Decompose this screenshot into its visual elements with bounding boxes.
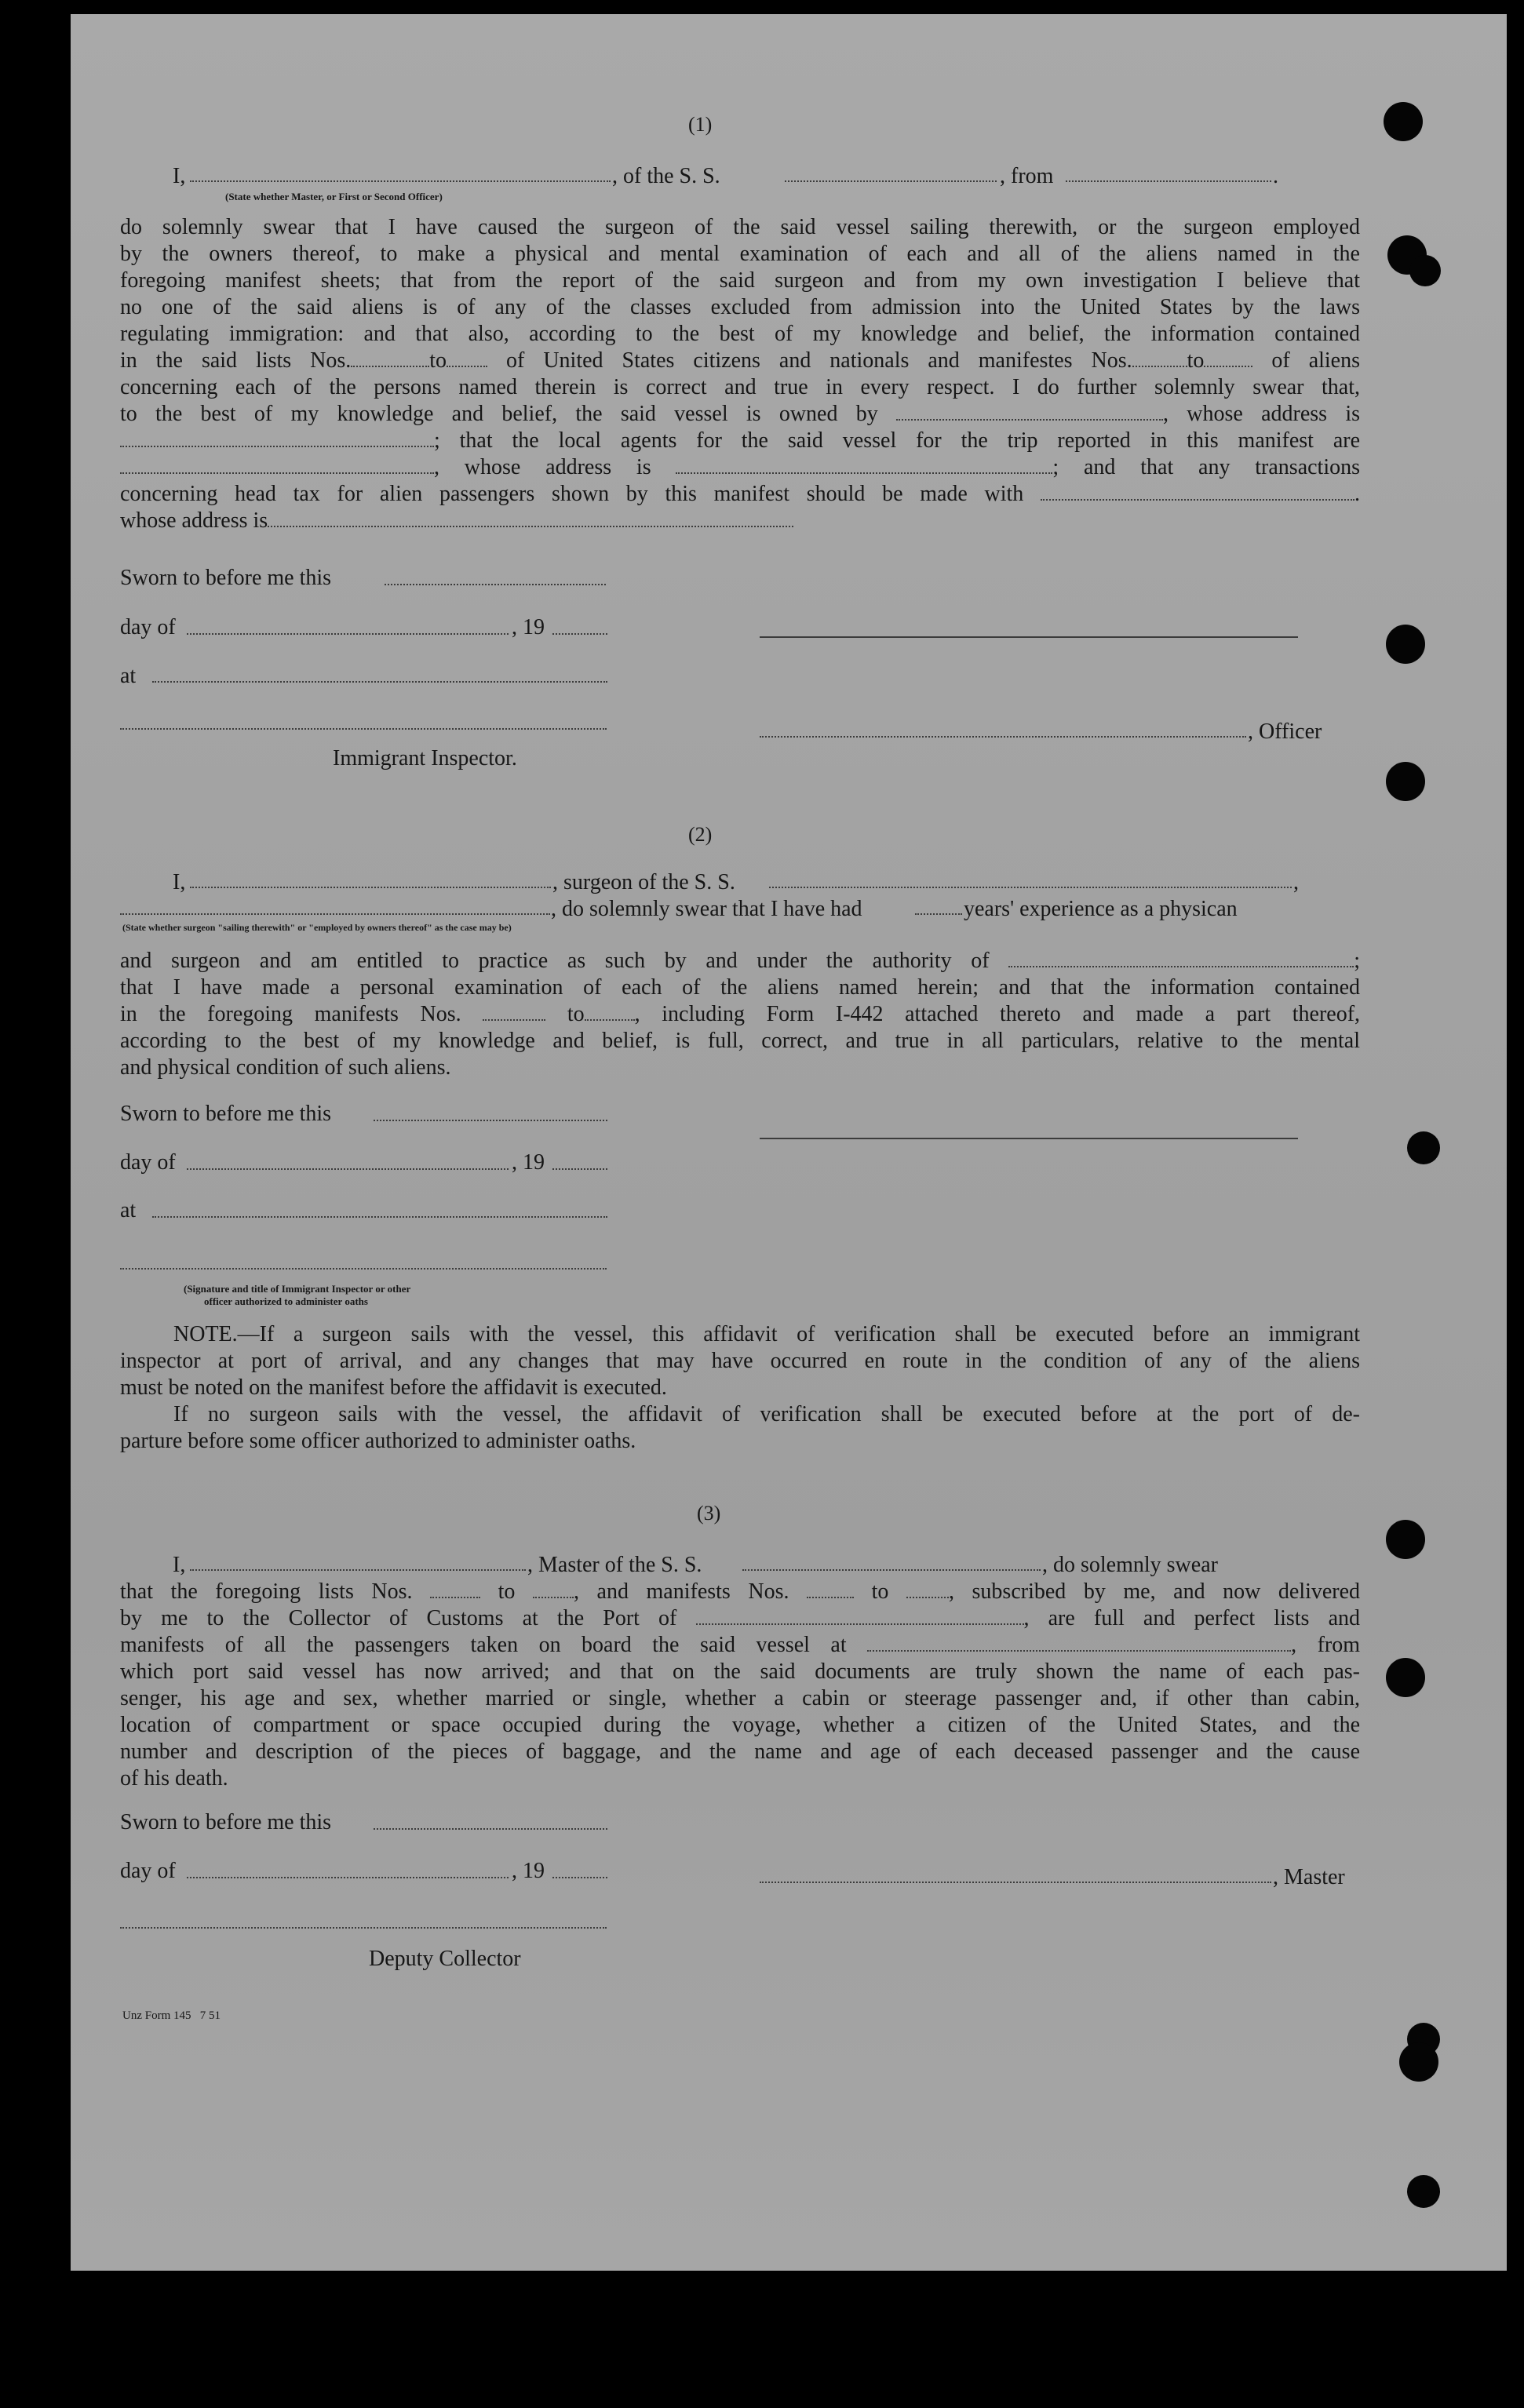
section-2-number: (2) bbox=[688, 823, 713, 846]
binder-hole bbox=[1384, 102, 1423, 141]
s2-years-label: years' experience as a physican bbox=[964, 897, 1238, 921]
s3-manifests-from-field[interactable] bbox=[807, 1579, 854, 1598]
s2-year-prefix: , 19 bbox=[512, 1150, 545, 1175]
s1-of-the-ss: , of the S. S. bbox=[612, 164, 720, 188]
s3-swear: , do solemnly swear bbox=[1042, 1553, 1218, 1577]
s2-surgeon-type-field[interactable] bbox=[120, 913, 550, 915]
s3-oath-paragraph bbox=[120, 1579, 1360, 1792]
s3-lists-to-field[interactable] bbox=[533, 1579, 574, 1598]
s3-master-of: , Master of the S. S. bbox=[527, 1553, 702, 1577]
section-1-number: (1) bbox=[688, 113, 713, 136]
s3-port-field[interactable] bbox=[696, 1606, 1024, 1625]
s2-sworn-label: Sworn to before me this bbox=[120, 1102, 332, 1126]
s2-surgeon-signature-line[interactable] bbox=[760, 1138, 1298, 1139]
s3-vessel-name-field[interactable] bbox=[742, 1569, 1041, 1571]
s1-oath-line: regulating immigration: and that also, according to the best of my knowledge and belief, the information contained bbox=[120, 322, 1360, 346]
s3-day-of-label: day of bbox=[120, 1859, 176, 1883]
s1-agents-field[interactable] bbox=[120, 455, 434, 474]
s2-i-prefix: I, bbox=[173, 870, 186, 894]
s1-lists-line: in the said lists Nos. to of United States citizens and nationals and manifestes Nos. to of aliens bbox=[120, 348, 1361, 373]
s3-oath-line: number and description of the pieces of baggage, and the name and age of each deceased passenger and the cause bbox=[120, 1740, 1360, 1764]
binder-hole bbox=[1407, 2175, 1440, 2208]
s1-oath-line: do solemnly swear that I have caused the surgeon of the said vessel sailing therewith, or the surgeon employed bbox=[120, 215, 1360, 239]
s1-sworn-date-field[interactable] bbox=[385, 584, 606, 585]
s1-oath-line: concerning each of the persons named therein is correct and true in every respect. I do further solemnly swear that, bbox=[120, 375, 1360, 399]
s1-period: . bbox=[1273, 164, 1278, 188]
s1-officer-note: (State whether Master, or First or Second Officer) bbox=[225, 191, 443, 202]
binder-hole bbox=[1399, 2042, 1438, 2082]
s1-owner-field[interactable] bbox=[896, 402, 1163, 421]
s1-from-port-field[interactable] bbox=[1066, 180, 1271, 182]
s1-year-field[interactable] bbox=[552, 633, 607, 635]
form-id: Unz Form 145 7 51 bbox=[122, 2009, 221, 2022]
s2-authority-field[interactable] bbox=[1008, 949, 1354, 967]
s1-inspector-label: Immigrant Inspector. bbox=[333, 746, 517, 770]
note-line: inspector at port of arrival, and any changes that may have occurred en route in the condition of any of the aliens bbox=[120, 1349, 1360, 1373]
s2-vessel-name-field[interactable] bbox=[769, 887, 1292, 888]
s2-inspector-signature-line[interactable] bbox=[120, 1268, 607, 1270]
s1-lists-from-field[interactable] bbox=[351, 348, 429, 367]
s2-years-field[interactable] bbox=[915, 913, 962, 915]
s3-sworn-date-field[interactable] bbox=[374, 1828, 607, 1830]
s3-manifests-to-field[interactable] bbox=[906, 1579, 949, 1598]
note-line: must be noted on the manifest before the affidavit is executed. bbox=[120, 1375, 667, 1400]
s1-whose-address-line: whose address is bbox=[120, 508, 1360, 534]
s2-manifests-line: in the foregoing manifests Nos. to , including Form I-442 attached thereto and made a part thereof, bbox=[120, 1002, 1361, 1026]
binder-hole bbox=[1386, 625, 1425, 664]
s2-sworn-date-field[interactable] bbox=[374, 1120, 607, 1121]
binder-hole bbox=[1386, 762, 1425, 801]
note-line: NOTE.—If a surgeon sails with the vessel, this affidavit of verification shall be executed before an immigrant bbox=[173, 1322, 1360, 1346]
s1-agents-address-field[interactable] bbox=[676, 455, 1052, 474]
s1-vessel-name-field[interactable] bbox=[785, 180, 997, 182]
s1-month-field[interactable] bbox=[187, 633, 509, 635]
s2-signature-note-2: officer authorized to administer oaths bbox=[204, 1295, 368, 1307]
s2-at-label: at bbox=[120, 1198, 137, 1222]
s1-at-field[interactable] bbox=[152, 681, 607, 683]
s3-deputy-label: Deputy Collector bbox=[369, 1947, 521, 1971]
s3-oath-line: senger, his age and sex, whether married or single, whether a cabin or steerage passenger and, if other than cabin, bbox=[120, 1686, 1360, 1710]
s1-lists-to-field[interactable] bbox=[447, 348, 487, 367]
s1-oath-line: foregoing manifest sheets; that from the report of the said surgeon and from my own investigation I believe that bbox=[120, 268, 1360, 293]
s2-year-field[interactable] bbox=[552, 1168, 607, 1170]
s3-sworn-label: Sworn to before me this bbox=[120, 1810, 332, 1834]
s3-i-prefix: I, bbox=[173, 1553, 186, 1577]
binder-hole bbox=[1409, 255, 1441, 286]
s1-oath-paragraph bbox=[120, 214, 1360, 534]
note-paragraph bbox=[120, 1321, 1360, 1455]
s2-month-field[interactable] bbox=[187, 1168, 509, 1170]
s1-manifests-from-field[interactable] bbox=[1132, 348, 1187, 367]
s1-year-prefix: , 19 bbox=[512, 615, 545, 639]
s1-from: , from bbox=[1000, 164, 1054, 188]
form-sheet bbox=[71, 14, 1507, 2271]
note-line: If no surgeon sails with the vessel, the affidavit of verification shall be executed before at the port of de- bbox=[173, 1402, 1360, 1426]
s3-boarded-at-field[interactable] bbox=[867, 1633, 1291, 1652]
s3-master-signature-line[interactable] bbox=[760, 1882, 1271, 1883]
s3-oath-line: of his death. bbox=[120, 1766, 228, 1791]
s3-oath-line: which port said vessel has now arrived; and that on the said documents are truly shown the name of each pas- bbox=[120, 1659, 1360, 1684]
s2-surgeon-of: , surgeon of the S. S. bbox=[552, 870, 735, 894]
s1-manifests-to-field[interactable] bbox=[1204, 348, 1252, 367]
s2-surgeon-name-field[interactable] bbox=[190, 887, 551, 888]
section-3-number: (3) bbox=[697, 1502, 721, 1525]
binder-hole bbox=[1386, 1520, 1425, 1559]
s1-officer-signature-line[interactable] bbox=[760, 636, 1298, 638]
s1-agents-address-line: , whose address is ; and that any transactions bbox=[120, 454, 1360, 481]
s2-swear: , do solemnly swear that I have had bbox=[551, 897, 862, 921]
s1-head-tax-line: concerning head tax for alien passengers shown by this manifest should be made with . bbox=[120, 482, 1361, 506]
s1-owner-address-field[interactable] bbox=[120, 428, 434, 447]
s3-master-name-field[interactable] bbox=[190, 1569, 526, 1571]
s1-agents-line: ; that the local agents for the said vessel for the trip reported in this manifest are bbox=[120, 428, 1360, 454]
s1-day-of-label: day of bbox=[120, 615, 176, 639]
s3-boarded-line: manifests of all the passengers taken on board the said vessel at , from bbox=[120, 1633, 1360, 1657]
s3-port-line: by me to the Collector of Customs at the Port of , are full and perfect lists and bbox=[120, 1606, 1360, 1630]
s1-oath-line: no one of the said aliens is of any of the classes excluded from admission into the United States by the laws bbox=[120, 295, 1360, 319]
s3-year-field[interactable] bbox=[552, 1877, 607, 1878]
s3-month-field[interactable] bbox=[187, 1877, 509, 1878]
s3-lists-line: that the foregoing lists Nos. to , and manifests Nos. to , subscribed by me, and now delivered bbox=[120, 1579, 1361, 1604]
s2-manifests-from-field[interactable] bbox=[483, 1002, 545, 1021]
s2-day-of-label: day of bbox=[120, 1150, 176, 1175]
s1-at-label: at bbox=[120, 664, 137, 688]
s2-comma: , bbox=[1293, 870, 1299, 894]
s1-inspector-signature-line[interactable] bbox=[120, 728, 607, 730]
note-line: parture before some officer authorized to administer oaths. bbox=[120, 1429, 636, 1453]
binder-hole bbox=[1407, 1131, 1440, 1164]
s1-officer-label: , Officer bbox=[1248, 719, 1322, 744]
binder-hole bbox=[1386, 1658, 1425, 1697]
s2-oath-line: according to the best of my knowledge and belief, is full, correct, and true in all particulars, relative to the mental bbox=[120, 1029, 1360, 1053]
s2-at-field[interactable] bbox=[152, 1216, 607, 1218]
s3-collector-signature-line[interactable] bbox=[120, 1927, 607, 1929]
s3-lists-from-field[interactable] bbox=[430, 1579, 480, 1598]
s1-sworn-label: Sworn to before me this bbox=[120, 566, 332, 590]
s1-oath-line: by the owners thereof, to make a physical and mental examination of each and all of the aliens named in the bbox=[120, 242, 1360, 266]
s1-officer-name-field-2[interactable] bbox=[760, 736, 1246, 738]
s2-signature-note-1: (Signature and title of Immigrant Inspector or other bbox=[184, 1283, 411, 1295]
s2-oath-line: and physical condition of such aliens. bbox=[120, 1055, 451, 1080]
s1-owner-line: to the best of my knowledge and belief, the said vessel is owned by , whose address is bbox=[120, 402, 1360, 426]
s3-master-label: , Master bbox=[1273, 1865, 1345, 1889]
s2-oath-line: that I have made a personal examination of each of the aliens named herein; and that the information contained bbox=[120, 975, 1360, 1000]
s1-head-tax-address-field[interactable] bbox=[268, 508, 793, 527]
s2-manifests-to-field[interactable] bbox=[585, 1002, 635, 1021]
s2-surgeon-note: (State whether surgeon "sailing therewith" or "employed by owners thereof" as the case may be) bbox=[122, 922, 512, 933]
s1-officer-name-field[interactable] bbox=[190, 180, 611, 182]
s2-authority-line: and surgeon and am entitled to practice as such by and under the authority of ; bbox=[120, 949, 1361, 973]
s3-oath-line: location of compartment or space occupied during the voyage, whether a citizen of the United States, and the bbox=[120, 1713, 1360, 1737]
s2-oath-paragraph bbox=[120, 948, 1360, 1081]
s1-i-prefix: I, bbox=[173, 164, 186, 188]
s1-head-tax-field[interactable] bbox=[1041, 482, 1354, 501]
s3-year-prefix: , 19 bbox=[512, 1859, 545, 1883]
